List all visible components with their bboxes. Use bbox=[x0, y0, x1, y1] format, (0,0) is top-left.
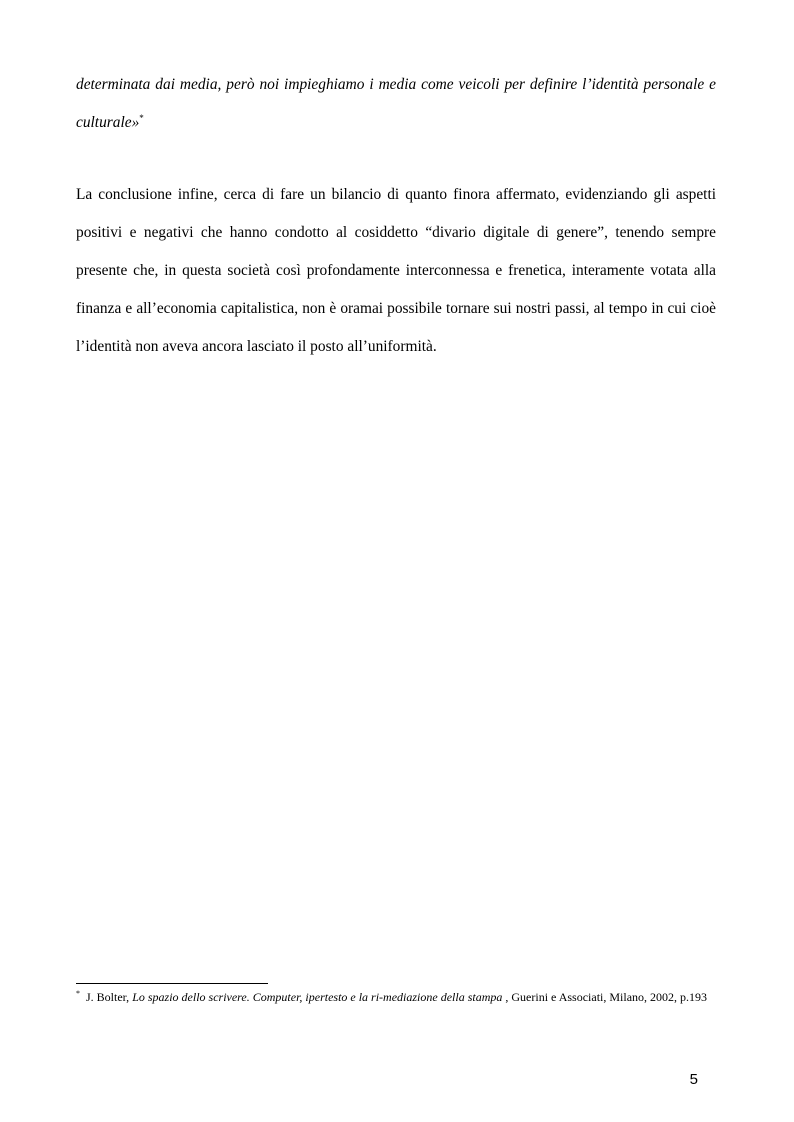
quote-continuation-paragraph bbox=[76, 66, 716, 142]
footnote-marker: * bbox=[76, 989, 80, 998]
page-number: 5 bbox=[689, 1071, 698, 1088]
footnote-publication: , Guerini e Associati, Milano, 2002, p.193 bbox=[505, 990, 708, 1004]
quote-continuation-text: determinata dai media, però noi impieghiamo i media come veicoli per definire l’identità personale e culturale» bbox=[76, 76, 716, 131]
footnote-author: J. Bolter, bbox=[86, 990, 130, 1004]
footnote-title: Lo spazio dello scrivere. Computer, ipertesto e la ri-mediazione della stampa bbox=[132, 990, 503, 1004]
conclusion-paragraph: La conclusione infine, cerca di fare un bilancio di quanto finora affermato, evidenziando gli aspetti positivi e negativi che hanno condotto al cosiddetto “divario digitale di genere”, tenendo sempre presente che, in questa società così profondamente interconnessa e frenetica, interamente votata alla finanza e all’economia capitalistica, non è oramai possibile tornare sui nostri passi, al tempo in cui cioè l’identità non aveva ancora lasciato il posto all’uniformità. bbox=[76, 186, 716, 355]
footnote-separator bbox=[76, 983, 268, 984]
footnote-reference-marker: * bbox=[139, 112, 144, 123]
footnote bbox=[76, 988, 716, 1007]
